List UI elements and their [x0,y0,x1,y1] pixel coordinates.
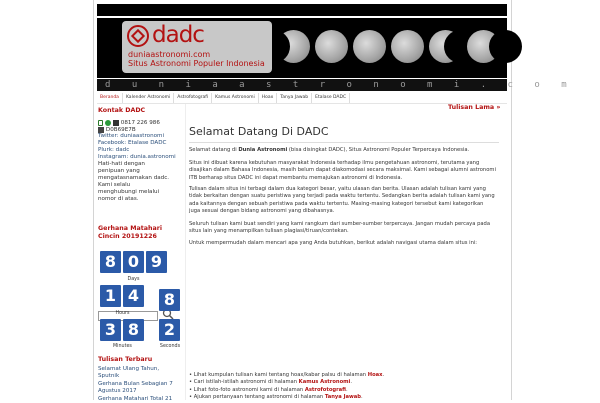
days-digit-2: 0 [123,251,144,273]
paragraph-4: Seluruh tulisan kami buat sendiri yang kami rangkum dari sumber-sumber terpercaya. Jangan mudah percaya pada situs lain yang menampilkan tulisan plagiasi/tiruan/contekan. [189,221,491,235]
moon-phase-2 [315,30,348,63]
phone-number: 0817 226 986 [120,120,160,126]
moon-phase-4 [391,30,424,63]
fraud-warning: Hati-hati dengan penipuan yang mengatasnamakan dadc. Kami selalu menghubungi melalui nomor di atas. [98,161,170,202]
moon-phase-3 [353,30,386,63]
older-posts-link[interactable]: Tulisan Lama » [448,104,501,111]
nav-item-tanya-jawab[interactable]: Tanya Jawab [277,93,312,103]
nav-item-kalender[interactable]: Kalender Astronomi [123,93,174,103]
intro-post: (bisa disingkat DADC), Situs Astronomi Populer Terpercaya Indonesia. [287,147,470,153]
logo-symbol-icon [127,25,149,47]
recent-post-2[interactable]: Gerhana Bulan Sebagian 7 Agustus 2017 [98,381,173,394]
hoax-link[interactable]: Hoax [367,372,383,378]
list-item: • Ajukan pertanyaan tentang astronomi di halaman Tanya Jawab. [189,394,496,401]
seconds-digit: 2 [159,319,180,341]
contact-heading: Kontak DADC [98,107,146,114]
countdown-heading: Gerhana Matahari Cincin 20191226 [98,225,162,240]
list-item: • Lihat kumpulan tulisan kami tentang hoax/kabar palsu di halaman Hoax. [189,372,496,379]
bb-pin: D0B69E7B [105,127,136,133]
site-logo[interactable] [122,21,272,73]
recent-heading: Tulisan Terbaru [98,356,153,363]
main-content [189,104,504,400]
astrofotografi-link[interactable]: Astrofotografi [304,386,347,393]
logo-url: duniaastronomi.com [128,50,211,59]
nav-item-astrofotografi[interactable]: Astrofotografi [174,93,212,103]
page-frame [93,0,575,402]
minutes-digit-1: 3 [100,319,121,341]
title-divider [189,142,499,143]
main-nav [97,93,507,104]
kamus-link[interactable]: Kamus Astronomi [298,379,351,386]
hours-digit-1: 1 [100,285,121,307]
moon-phase-6 [467,30,500,63]
instagram-link[interactable]: Instagram: dunia.astronomi [98,154,176,160]
plurk-link[interactable]: Plurk: dadc [98,147,130,153]
domain-strip: d u n i a a s t r o n o m i . c o m [97,79,507,91]
header-banner [97,18,507,78]
moon-phase-5 [429,30,462,63]
nav-item-kamus[interactable]: Kamus Astronomi [212,93,259,103]
nav-item-hoax[interactable]: Hoax [259,93,278,103]
list-item: • Cari istilah-istilah astronomi di halaman Kamus Astronomi. [189,379,496,386]
hours-label: Hours [115,311,130,316]
extra-digit: 8 [159,289,180,311]
blackberry-icon [98,127,104,133]
hours-digit-2: 4 [123,285,144,307]
list-item: • Lihat foto-foto astronomi kami di halaman Astrofotografi. [189,387,496,394]
recent-post-3[interactable]: Gerhana Matahari Total 21 [98,396,173,402]
paragraph-5: Untuk mempermudah dalam mencari apa yang Anda butuhkan, berikut adalah navigasi utama dalam situs ini: [189,240,478,246]
top-bar [97,4,507,16]
nav-item-beranda[interactable]: Beranda [97,93,123,103]
logo-tagline: Situs Astronomi Populer Indonesia [128,59,265,68]
bbm-icon [113,120,119,126]
whatsapp-icon [105,120,111,126]
nav-item-etalase[interactable]: Etalase DADC [312,93,350,103]
moon-phase-1 [277,30,310,63]
nav-list [189,372,496,401]
twitter-link[interactable]: Twitter: duniaastronomi [98,133,165,139]
seconds-label: Seconds [159,344,181,349]
tanya-jawab-link[interactable]: Tanya Jawab [324,393,362,400]
facebook-link[interactable]: Facebook: Etalase DADC [98,140,167,146]
page-title: Selamat Datang Di DADC [189,125,329,138]
paragraph-3: Tulisan dalam situs ini terbagi dalam dua kategori besar, yaitu ulasan dan berita. Ulasan adalah tulisan kami yang tidak berkaitan dengan suatu peristiwa yang terjadi pada waktu tertentu. Sedangkan berita adalah tulisan kami yang ada kaitannya dengan sebuah peristiwa pada waktu tertentu. Masing-masing kategori tersebut kami kategorikan juga sesuai dengan bidang astronomi yang dibahasnya. [189,186,495,214]
phone-icon [98,120,103,126]
paragraph-2: Situs ini dibuat karena kebutuhan masyarakat Indonesia terhadap ilmu pengetahuan astronomi, terutama yang disajikan dalam Bahasa Indonesia, masih belum dapat diakomodasi secara maksimal. Kami sebagai alumni astronomi ITB berharap situs DADC ini dapat membantu memajukan astronomi di Indonesia. [189,160,496,181]
days-digit-1: 8 [100,251,121,273]
logo-word: dadc [152,22,204,48]
days-label: Days [127,277,140,282]
recent-post-1[interactable]: Selamat Ulang Tahun, Sputnik [98,366,160,379]
minutes-label: Minutes [113,344,132,349]
intro-bold: Dunia Astronomi [238,147,288,153]
intro-pre: Selamat datang di [189,147,239,153]
intro-paragraph [189,147,496,154]
days-digit-3: 9 [146,251,167,273]
sidebar [97,104,186,400]
minutes-digit-2: 8 [123,319,144,341]
